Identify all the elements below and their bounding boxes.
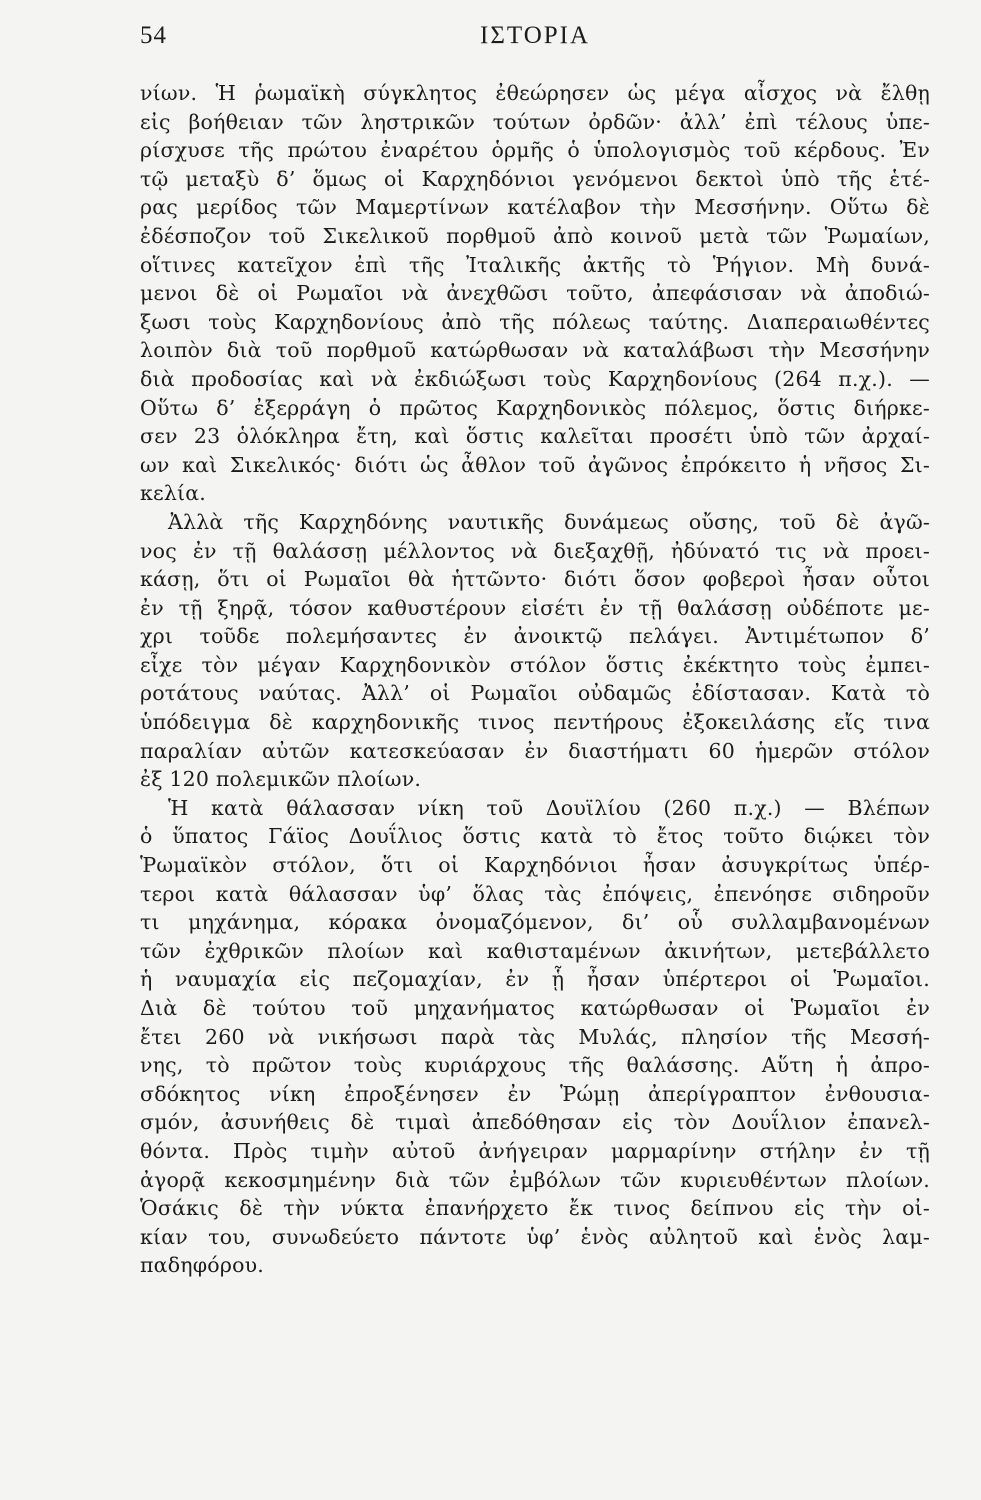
text-line: ξωσι τοὺς Καρχηδονίους ἀπὸ τῆς πόλεως ταύτης. Διαπεραιωθέντες bbox=[140, 309, 930, 334]
text-line: ἡ ναυμαχία εἰς πεζομαχίαν, ἐν ᾗ ἦσαν ὑπέρτεροι οἱ Ῥωμαῖοι. bbox=[140, 967, 930, 992]
text-line: ων καὶ Σικελικός· διότι ὡς ἆθλον τοῦ ἀγῶνος ἐπρόκειτο ἡ νῆσος Σι- bbox=[140, 452, 930, 477]
text-line: Ῥωμαϊκὸν στόλον, ὅτι οἱ Καρχηδόνιοι ἦσαν ἀσυγκρίτως ὑπέρ- bbox=[140, 853, 930, 878]
text-line: ὑπόδειγμα δὲ καρχηδονικῆς τινος πεντήρους ἐξοκειλάσης εἴς τινα bbox=[140, 710, 930, 735]
text-line: Ἡ κατὰ θάλασσαν νίκη τοῦ Δουϊλίου (260 π.χ.) — Βλέπων bbox=[168, 795, 930, 820]
text-line: ἐξ 120 πολεμικῶν πλοίων. bbox=[140, 767, 422, 792]
body-text bbox=[140, 79, 930, 1280]
text-line: Διὰ δὲ τούτου τοῦ μηχανήματος κατώρθωσαν οἱ Ῥωμαῖοι ἐν bbox=[140, 996, 930, 1020]
text-line: ἔτει 260 νὰ νικήσωσι παρὰ τὰς Μυλάς, πλησίον τῆς Μεσσή- bbox=[140, 1024, 930, 1049]
page-header bbox=[140, 22, 920, 54]
text-line: σδόκητος νίκη ἐπροξένησεν ἐν Ῥώμῃ ἀπερίγραπτον ἐνθουσια- bbox=[140, 1081, 930, 1106]
text-line: κίαν του, συνωδεύετο πάντοτε ὑφ’ ἑνὸς αὐλητοῦ καὶ ἑνὸς λαμ- bbox=[140, 1224, 930, 1249]
text-line: νίων. Ἡ ῥωμαϊκὴ σύγκλητος ἐθεώρησεν ὡς μέγα αἶσχος νὰ ἔλθῃ bbox=[140, 81, 930, 105]
text-line: ρίσχυσε τῆς πρώτου ἐναρέτου ὁρμῆς ὁ ὑπολογισμὸς τοῦ κέρδους. Ἐν bbox=[140, 138, 930, 163]
text-line: νος ἐν τῇ θαλάσσῃ μέλλοντος νὰ διεξαχθῇ, ἠδύνατό τις νὰ προει- bbox=[140, 538, 930, 563]
text-line: κελία. bbox=[140, 481, 207, 506]
text-line: χρι τοῦδε πολεμήσαντες ἐν ἀνοικτῷ πελάγει. Ἀντιμέτωπον δ’ bbox=[140, 624, 930, 649]
text-line: νης, τὸ πρῶτον τοὺς κυριάρχους τῆς θαλάσσης. Αὕτη ἡ ἀπρο- bbox=[140, 1053, 930, 1078]
text-line: ὁ ὕπατος Γάϊος Δουΐλιος ὅστις κατὰ τὸ ἔτος τοῦτο διῴκει τὸν bbox=[140, 824, 930, 849]
text-line: ἀγορᾷ κεκοσμημένην διὰ τῶν ἐμβόλων τῶν κυριευθέντων πλοίων. bbox=[140, 1167, 930, 1192]
text-line: παδηφόρου. bbox=[140, 1253, 265, 1278]
text-line: σμόν, ἀσυνήθεις δὲ τιμαὶ ἀπεδόθησαν εἰς τὸν Δουΐλιον ἐπανελ- bbox=[140, 1110, 930, 1135]
text-line: Ἀλλὰ τῆς Καρχηδόνης ναυτικῆς δυνάμεως οὔσης, τοῦ δὲ ἀγῶ- bbox=[168, 509, 930, 534]
running-title: ΙΣΤΟΡΙΑ bbox=[480, 22, 591, 49]
text-line: σεν 23 ὁλόκληρα ἔτη, καὶ ὅστις καλεῖται προσέτι ὑπὸ τῶν ἀρχαί- bbox=[140, 424, 930, 449]
text-line: εἰς βοήθειαν τῶν ληστρικῶν τούτων ὀρδῶν· ἀλλ’ ἐπὶ τέλους ὑπε- bbox=[140, 109, 930, 134]
text-line: ἐδέσποζον τοῦ Σικελικοῦ πορθμοῦ ἀπὸ κοινοῦ μετὰ τῶν Ῥωμαίων, bbox=[140, 223, 930, 248]
text-line: τῷ μεταξὺ δ’ ὅμως οἱ Καρχηδόνιοι γενόμενοι δεκτοὶ ὑπὸ τῆς ἑτέ- bbox=[140, 166, 930, 191]
text-line: διὰ προδοσίας καὶ νὰ ἐκδιώξωσι τοὺς Καρχηδονίους (264 π.χ.). — bbox=[140, 366, 930, 391]
text-line: τῶν ἐχθρικῶν πλοίων καὶ καθισταμένων ἀκινήτων, μετεβάλλετο bbox=[140, 938, 930, 963]
text-line: κάσῃ, ὅτι οἱ Ρωμαῖοι θὰ ἡττῶντο· διότι ὅσον φοβεροὶ ἦσαν οὗτοι bbox=[140, 567, 930, 592]
text-line: μενοι δὲ οἱ Ρωμαῖοι νὰ ἀνεχθῶσι τοῦτο, ἀπεφάσισαν νὰ ἀποδιώ- bbox=[140, 281, 930, 306]
text-line: παραλίαν αὐτῶν κατεσκεύασαν ἐν διαστήματι 60 ἡμερῶν στόλον bbox=[140, 738, 930, 763]
text-line: οἵτινες κατεῖχον ἐπὶ τῆς Ἰταλικῆς ἀκτῆς τὸ Ῥήγιον. Μὴ δυνά- bbox=[140, 252, 930, 277]
text-line: Οὕτω δ’ ἐξερράγη ὁ πρῶτος Καρχηδονικὸς πόλεμος, ὅστις διήρκε- bbox=[140, 395, 930, 420]
text-line: θόντα. Πρὸς τιμὴν αὐτοῦ ἀνήγειραν μαρμαρίνην στήλην ἐν τῇ bbox=[140, 1138, 930, 1163]
text-line: λοιπὸν διὰ τοῦ πορθμοῦ κατώρθωσαν νὰ καταλάβωσι τὴν Μεσσήνην bbox=[140, 338, 930, 363]
text-line: τι μηχάνημα, κόρακα ὀνομαζόμενον, δι’ οὗ συλλαμβανομένων bbox=[140, 910, 930, 935]
text-line: εἶχε τὸν μέγαν Καρχηδονικὸν στόλον ὅστις ἐκέκτητο τοὺς ἐμπει- bbox=[140, 652, 930, 677]
text-line: ροτάτους ναύτας. Ἀλλ’ οἱ Ρωμαῖοι οὐδαμῶς ἐδίστασαν. Κατὰ τὸ bbox=[140, 681, 930, 706]
text-line: Ὁσάκις δὲ τὴν νύκτα ἐπανήρχετο ἔκ τινος δείπνου εἰς τὴν οἰ- bbox=[140, 1196, 930, 1221]
text-line: ἐν τῇ ξηρᾷ, τόσον καθυστέρουν εἰσέτι ἐν τῇ θαλάσσῃ οὐδέποτε με- bbox=[140, 595, 930, 620]
text-line: τεροι κατὰ θάλασσαν ὑφ’ ὅλας τὰς ἐπόψεις, ἐπενόησε σιδηροῦν bbox=[140, 881, 930, 906]
page-number: 54 bbox=[140, 22, 167, 49]
text-line: ρας μερίδος τῶν Μαμερτίνων κατέλαβον τὴν Μεσσήνην. Οὕτω δὲ bbox=[140, 195, 930, 220]
